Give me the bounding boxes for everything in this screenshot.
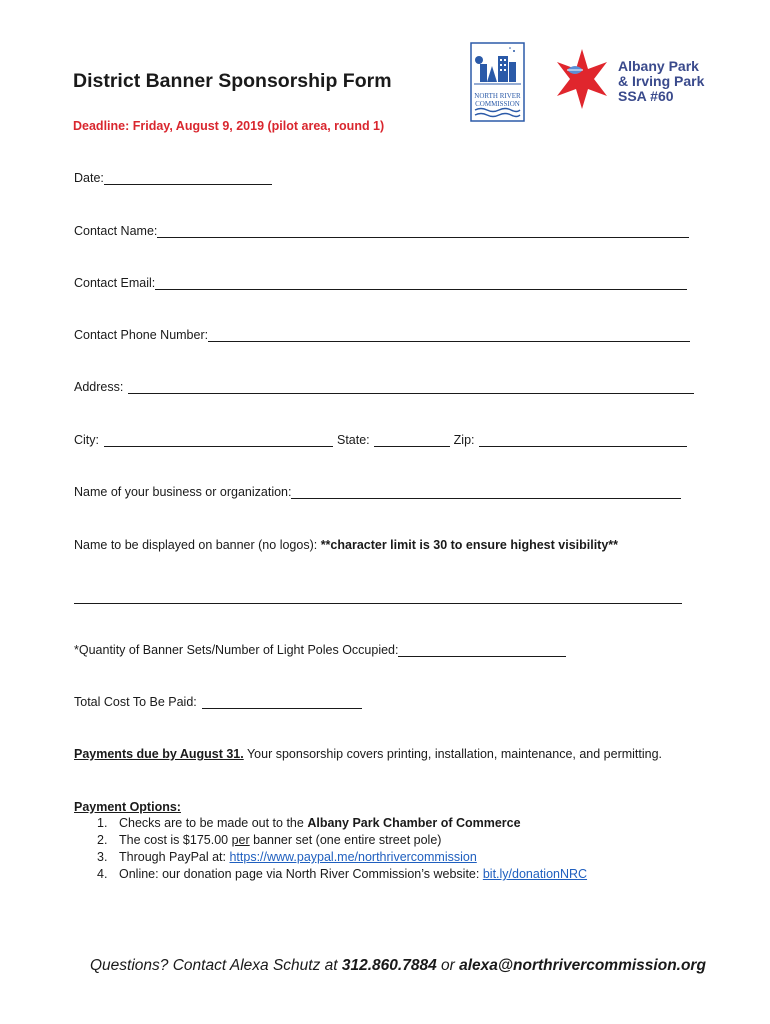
payments-due-text — [74, 747, 662, 761]
state-field[interactable] — [374, 433, 450, 447]
list-item: 1. Checks are to be made out to the Albany Park Chamber of Commerce — [97, 816, 521, 830]
list-item: 3. Through PayPal at: https://www.paypal.me/northrivercommission — [97, 850, 477, 864]
total-cost-field[interactable] — [202, 695, 362, 709]
banner-name-field[interactable] — [74, 590, 682, 604]
address-field[interactable] — [128, 380, 694, 394]
contact-footer — [90, 957, 706, 975]
city-field[interactable] — [104, 433, 333, 447]
contact-email-label: Contact Email: — [74, 276, 156, 290]
quantity-label: *Quantity of Banner Sets/Number of Light Poles Occupied: — [74, 643, 399, 657]
list-item: 4. Online: our donation page via North River Commission’s website: bit.ly/donationNRC — [97, 867, 588, 881]
banner-name-label — [74, 538, 618, 552]
quantity-field[interactable] — [398, 643, 566, 657]
form-title: District Banner Sponsorship Form — [73, 70, 392, 92]
contact-name-field[interactable] — [157, 224, 689, 238]
zip-label: Zip: — [453, 433, 475, 447]
ssa-logo-line-3: SSA #60 — [618, 88, 674, 104]
footer-email: alexa@northrivercommission.org — [459, 957, 706, 974]
ssa-logo-line-2: & Irving Park — [618, 73, 705, 89]
paypal-link[interactable]: https://www.paypal.me/northrivercommission — [229, 850, 477, 864]
zip-field[interactable] — [479, 433, 687, 447]
north-river-commission-logo — [470, 42, 525, 122]
state-label: State: — [337, 433, 370, 447]
banner-name-note: **character limit is 30 to ensure highest visibility** — [320, 538, 619, 552]
banner-name-row — [74, 590, 682, 604]
payments-due-rest: Your sponsorship covers printing, installation, maintenance, and permitting. — [243, 747, 663, 761]
payment-options-heading: Payment Options: — [74, 800, 181, 814]
ssa-star-logo — [555, 48, 609, 110]
ssa-logo-text — [618, 59, 704, 104]
total-cost-label: Total Cost To Be Paid: — [74, 695, 197, 709]
business-name-row — [74, 485, 681, 499]
contact-phone-field[interactable] — [208, 328, 690, 342]
nrc-logo-line-2: COMMISSION — [475, 100, 520, 108]
list-item: 2. The cost is $175.00 per banner set (one entire street pole) — [97, 833, 442, 847]
contact-name-row — [74, 224, 689, 238]
ssa-logo-line-1: Albany Park — [618, 58, 699, 74]
payment-options-list — [97, 815, 587, 883]
address-label: Address: — [74, 380, 124, 394]
footer-phone: 312.860.7884 — [341, 957, 437, 974]
quantity-row — [74, 643, 566, 657]
total-cost-row — [74, 695, 362, 709]
footer-prefix: Questions? Contact Alexa Schutz at — [90, 957, 342, 974]
contact-email-row — [74, 276, 687, 290]
donation-link[interactable]: bit.ly/donationNRC — [482, 867, 588, 881]
contact-name-label: Contact Name: — [74, 224, 158, 238]
city-state-zip-row — [74, 433, 687, 447]
nrc-logo-line-1: NORTH RIVER — [474, 92, 521, 100]
payments-due-bold: Payments due by August 31. — [74, 747, 244, 761]
deadline-text: Deadline: Friday, August 9, 2019 (pilot area, round 1) — [73, 119, 385, 133]
contact-phone-row — [74, 328, 690, 342]
footer-middle: or — [436, 957, 460, 974]
date-field[interactable] — [104, 171, 272, 185]
date-label: Date: — [74, 171, 104, 185]
banner-name-prefix: Name to be displayed on banner (no logos): — [74, 538, 321, 552]
business-name-field[interactable] — [291, 485, 681, 499]
contact-phone-label: Contact Phone Number: — [74, 328, 209, 342]
date-row — [74, 171, 272, 185]
address-row — [74, 380, 694, 394]
contact-email-field[interactable] — [155, 276, 687, 290]
city-label: City: — [74, 433, 99, 447]
business-name-label: Name of your business or organization: — [74, 485, 292, 499]
